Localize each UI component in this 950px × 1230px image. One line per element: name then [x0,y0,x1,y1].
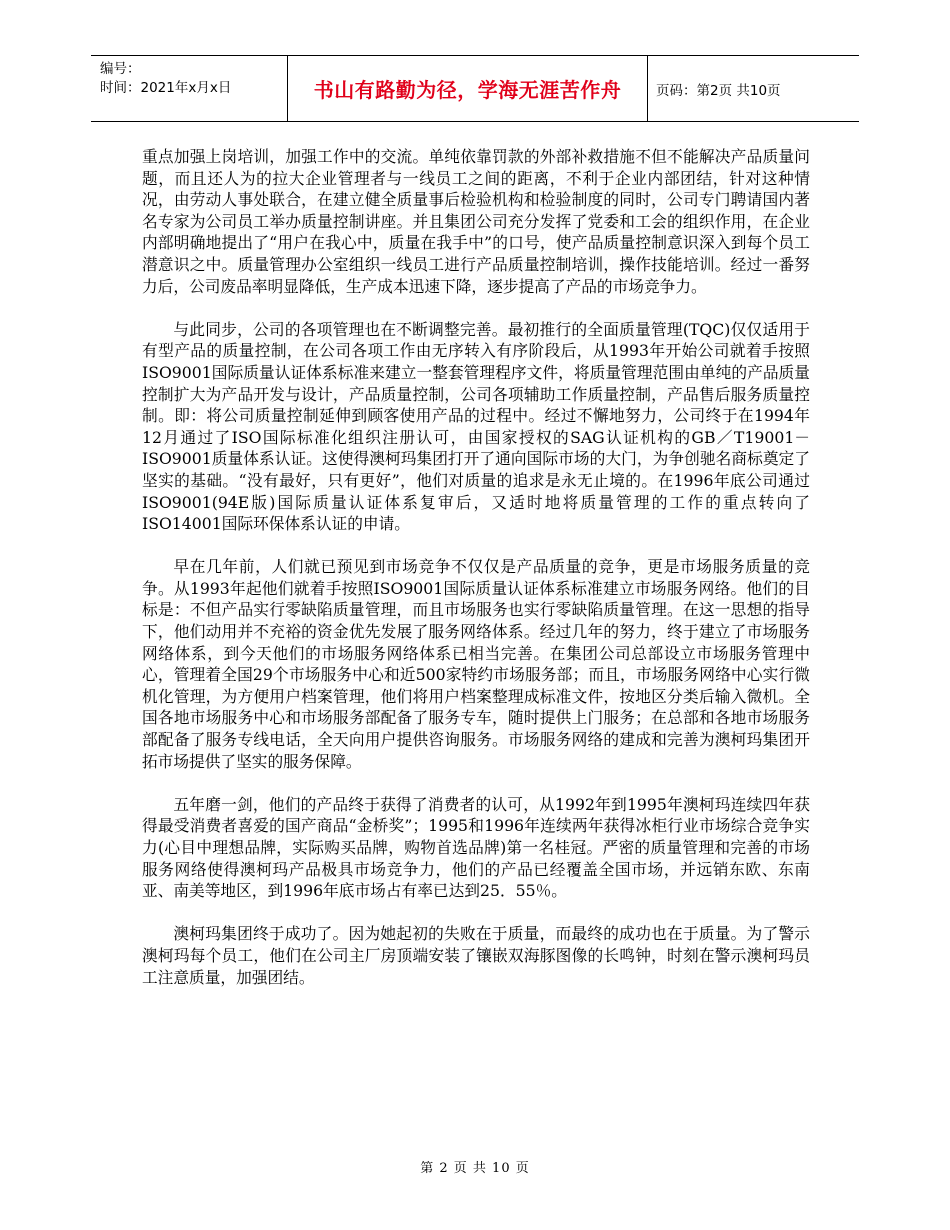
paragraph-management: 与此同步，公司的各项管理也在不断调整完善。最初推行的全面质量管理(TQC)仅仅适用于有型产品的质量控制，在公司各项工作由无序转入有序阶段后，从1993年开始公司就着手按照 ISO9001国际质量认证体系标准来建立一整套管理程序文件，将质量管理范围由单纯的产品质量控制扩大为产品开发与设计，产品质量控制，公司各项辅助工作质量控制，产品售后服务质量控制。即：将公司质量控制延伸到顾客使用产品的过程中。经过不懈地努力，公司终于在1994年12月通过了ISO国际标准化组织注册认可，由国家授权的SAG认证机构的GB／T19001－ISO9001质量体系认证。这使得澳柯玛集团打开了通向国际市场的大门，为争创驰名商标奠定了坚实的基础。“没有最好，只有更好”，他们对质量的追求是永无止境的。在1996年底公司通过ISO9001(94E版)国际质量认证体系复审后，又适时地将质量管理的工作的重点转向了ISO14001国际环保体系认证的申请。 [142,319,842,534]
header-page-info [648,56,859,121]
header-motto [288,56,648,121]
page-info-text: 页码：第2页 共10页 [656,82,781,99]
paragraph-service-network: 早在几年前，人们就已预见到市场竞争不仅仅是产品质量的竞争，更是市场服务质量的竞争。从1993年起他们就着手按照ISO9001国际质量认证体系标准建立市场服务网络。他们的目标是：不但产品实行零缺陷质量管理，而且市场服务也实行零缺陷质量管理。在这一思想的指导下，他们动用并不充裕的资金优先发展了服务网络体系。经过几年的努力，终于建立了市场服务网络体系，到今天他们的市场服务网络体系已相当完善。在集团公司总部设立市场服务管理中心，管理着全国29个市场服务中心和近500家特约市场服务部；而且，市场服务网络中心实行微机化管理，为方便用户档案管理，他们将用户档案整理成标准文件，按地区分类后输入微机。全国各地市场服务中心和市场服务部配备了服务专车，随时提供上门服务；在总部和各地市场服务部配备了服务专线电话，全天向用户提供咨询服务。市场服务网络的建成和完善为澳柯玛集团开拓市场提供了坚实的服务保障。 [142,557,810,771]
header-meta [91,56,288,121]
motto-text: 书山有路勤为径，学海无涯苦作舟 [313,78,622,102]
paragraph-conclusion: 澳柯玛集团终于成功了。因为她起初的失败在于质量，而最终的成功也在于质量。为了警示澳柯玛每个员工，他们在公司主厂房顶端安装了镶嵌双海豚图像的长鸣钟，时刻在警示澳柯玛员工注意质量，加强团结。 [142,924,810,987]
paragraph-awards: 五年磨一剑，他们的产品终于获得了消费者的认可，从1992年到1995年澳柯玛连续四年获得最受消费者喜爱的国产商品“金桥奖”；1995和1996年连续两年获得冰柜行业市场综合竞争实力(心目中理想品牌，实际购买品牌，购物首选品牌)第一名桂冠。严密的质量管理和完善的市场服务网络使得澳柯玛产品极具市场竞争力，他们的产品已经覆盖全国市场，并远销东欧、东南亚、南美等地区，到1996年底市场占有率已达到25．55％。 [142,794,810,901]
page-header [91,55,859,122]
document-body [142,146,842,1010]
time-label: 时间：2021年x月x日 [100,80,232,96]
footer-page-number: 第 2 页 共 10 页 [420,1161,530,1176]
paragraph-training: 重点加强上岗培训，加强工作中的交流。单纯依靠罚款的外部补救措施不但不能解决产品质量问题，而且还人为的拉大企业管理者与一线员工之间的距离，不利于企业内部团结，针对这种情况，由劳动人事处联合，在建立健全质量事后检验机构和检验制度的同时，公司专门聘请国内著名专家为公司员工举办质量控制讲座。并且集团公司充分发挥了党委和工会的组织作用，在企业内部明确地提出了“用户在我心中，质量在我手中”的口号，使产品质量控制意识深入到每个员工潜意识之中。质量管理办公室组织一线员工进行产品质量控制培训，操作技能培训。经过一番努力后，公司废品率明显降低，生产成本迅速下降，逐步提高了产品的市场竞争力。 [142,147,810,296]
number-label: 编号： [100,61,141,77]
page-footer [0,1157,950,1176]
